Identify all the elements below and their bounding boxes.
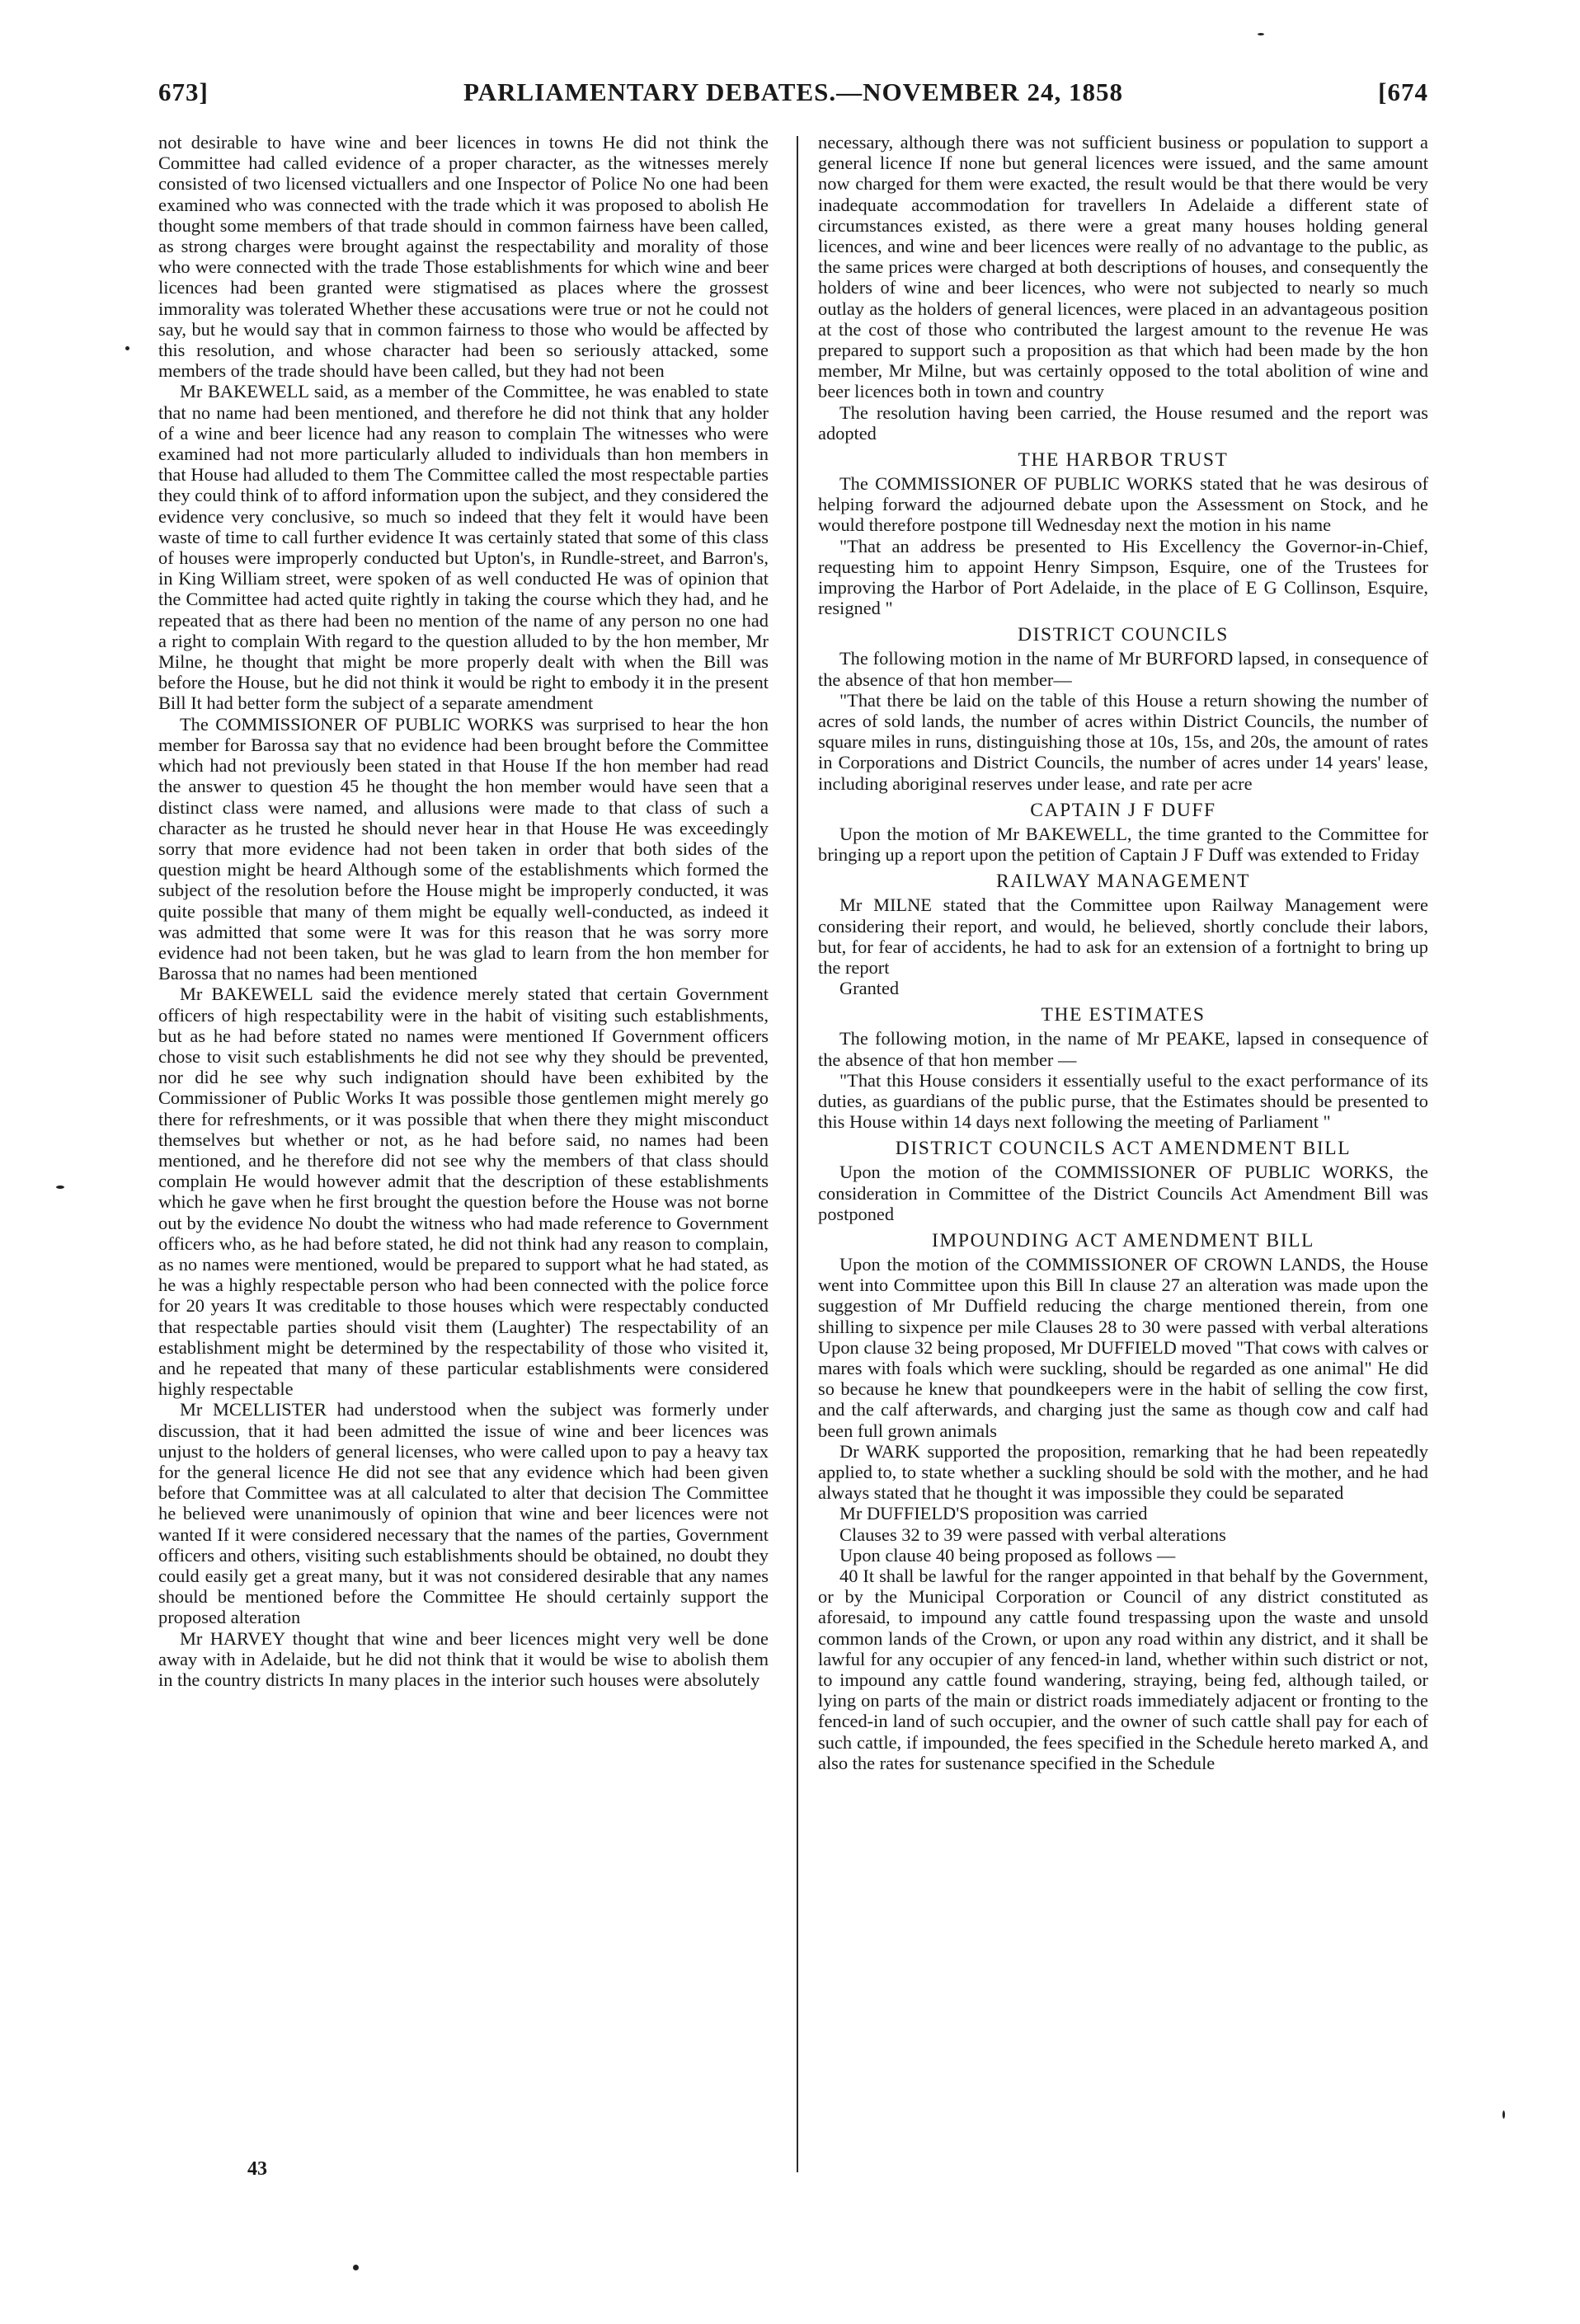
paragraph: Mr MILNE stated that the Committee upon Railway Management were considering their report, and would, he believed, shortly conclude their labors, but, for fear of accidents, he had to ask for an extension of a fortnight to bring up the report bbox=[818, 894, 1428, 978]
paragraph: 40 It shall be lawful for the ranger appointed in that behalf by the Government, or by the Municipal Corporation or Council of any district constituted as aforesaid, to impound any cattle found trespassing upon the waste and unsold common lands of the Crown, or upon any road within any district, and it shall be lawful for any occupier of any fenced-in land, whether within such district or not, to impound any cattle found wandering, straying, being fed, although tailed, or lying on parts of the main or district roads immediately adjacent or fronting to the fenced-in land of such occupier, and the owner of such cattle shall pay for each of such cattle, if impounded, the fees specified in the Schedule hereto marked A, and also the rates for sustenance specified in the Schedule bbox=[818, 1565, 1428, 1773]
paragraph: Mr BAKEWELL said, as a member of the Committee, he was enabled to state that no name had been mentioned, and therefore he did not think that any holder of a wine and beer licence had any reason to complain The witnesses who were examined had not more particularly alluded to individuals than hon members in that House had alluded to them The Committee called the most respectable parties they could think of to afford information upon the subject, and they considered the evidence very conclusive, so much so indeed that they felt it would have been waste of time to call further evidence It was certainly stated that some of this class of houses were improperly conducted but Upton's, in Rundle-street, and Barron's, in King William street, were spoken of as well conducted He was of opinion that the Committee had acted quite rightly in taking the course which they had, and he repeated that as there had been no mention of the name of any person no one had a right to complain With regard to the question alluded to by the hon member, Mr Milne, he thought that might be more properly dealt with when the Bill was before the House, but he did not think it would be right to embody it in the present Bill It had better form the subject of a separate amendment bbox=[158, 381, 769, 714]
page-folio: 43 bbox=[247, 2158, 267, 2180]
running-header bbox=[158, 77, 1428, 115]
paragraph: The following motion in the name of Mr BURFORD lapsed, in consequence of the absence of that hon member— bbox=[818, 648, 1428, 690]
section-heading: DISTRICT COUNCILS bbox=[1018, 624, 1229, 646]
paragraph: Upon the motion of the COMMISSIONER OF CROWN LANDS, the House went into Committee upon this Bill In clause 27 an alteration was made upon the suggestion of Mr Duffield reducing the charge mentioned therein, from one shilling to sixpence per mile Clauses 28 to 30 were passed with verbal alterations Upon clause 32 being proposed, Mr DUFFIELD moved "That cows with calves or mares with foals which were suckling, should be regarded as one animal" He did so because he knew that poundkeepers were in the habit of selling the cow first, and the calf afterwards, and charging just the same as though cow and calf had been full grown animals bbox=[818, 1253, 1428, 1441]
section-heading: IMPOUNDING ACT AMENDMENT BILL bbox=[932, 1229, 1314, 1251]
scan-speck bbox=[353, 2265, 359, 2270]
section-heading: DISTRICT COUNCILS ACT AMENDMENT BILL bbox=[895, 1138, 1352, 1160]
paragraph: Upon the motion of Mr BAKEWELL, the time granted to the Committee for bringing up a report upon the petition of Captain J F Duff was extended to Friday bbox=[818, 823, 1428, 866]
paragraph: Upon clause 40 being proposed as follows — bbox=[839, 1544, 1176, 1566]
scan-speck bbox=[1502, 2110, 1505, 2119]
paragraph: Clauses 32 to 39 were passed with verbal alterations bbox=[839, 1524, 1226, 1545]
paragraph: "That this House considers it essentially useful to the exact performance of its duties, as guardians of the public purse, that the Estimates should be presented to this House within 14 days next following the meeting of Parliament " bbox=[818, 1069, 1428, 1133]
paragraph: Granted bbox=[839, 978, 900, 999]
section-heading: THE HARBOR TRUST bbox=[1018, 449, 1229, 472]
paragraph: "That an address be presented to His Excellency the Governor-in-Chief, requesting him to appoint Henry Simpson, Esquire, one of the Trustees for improving the Harbor of Port Adelaide, in the place of E G Collinson, Esquire, resigned " bbox=[818, 535, 1428, 619]
paragraph: The COMMISSIONER OF PUBLIC WORKS stated that he was desirous of helping forward the adjourned debate upon the Assessment on Stock, and he would therefore postpone till Wednesday next the motion in his name bbox=[818, 473, 1428, 536]
column-divider bbox=[797, 136, 798, 2172]
paragraph: Mr BAKEWELL said the evidence merely stated that certain Government officers of high respectability were in the habit of visiting such establishments, but as he had before stated no names were mentioned If Government officers chose to visit such establishments he did not see why they should be prevented, nor did he see why such indignation should have been exhibited by the Commissioner of Public Works It was possible those gentlemen might merely go there for refreshments, or it was possible that when there they might misconduct themselves but whether or not, as he had before said, no names had been mentioned, and he therefore did not see why the members of that class should complain He would however admit that the description of these establishments which he gave when he first brought the question before the House was not borne out by the evidence No doubt the witness who had made reference to Government officers who, as he had before stated, he did not think had any reason to complain, as no names were mentioned, would be prepared to support what he had stated, as he was a highly respectable person who had been connected with the police force for 20 years It was creditable to those houses which were respectably conducted that respectable parties should visit them (Laughter) The respectability of an establishment might be determined by the respectability of those who visited it, and he repeated that many of these particular establishments were considered highly respectable bbox=[158, 984, 769, 1400]
left-column bbox=[158, 132, 769, 2168]
paragraph: necessary, although there was not sufficient business or population to support a general licence If none but general licences were issued, and the same amount now charged for them were exacted, the result would be that there would be very inadequate accommodation for travellers In Adelaide a different state of circumstances existed, as there were a great many houses holding general licences, and wine and beer licences were really of no advantage to the public, as the same prices were charged at both descriptions of houses, and consequently the holders of wine and beer licences, who were not subjected to nearly so much outlay as the holders of general licences, were placed in an advantageous position at the cost of those who contributed the largest amount to the revenue He was prepared to support such a proposition as that which had been made by the hon member, Mr Milne, but was certainly opposed to the total abolition of wine and beer licences both in town and country bbox=[818, 132, 1428, 402]
column-number-left: 673] bbox=[158, 77, 209, 106]
section-heading: CAPTAIN J F DUFF bbox=[1030, 799, 1216, 821]
paragraph: Dr WARK supported the proposition, remarking that he had been repeatedly applied to, to state whether a suckling should be sold with the mother, and he had always stated that he thought it was impossible they could be separated bbox=[818, 1440, 1428, 1504]
section-heading: THE ESTIMATES bbox=[1041, 1004, 1206, 1026]
paragraph: Upon the motion of the COMMISSIONER OF PUBLIC WORKS, the consideration in Committee of the District Councils Act Amendment Bill was postponed bbox=[818, 1162, 1428, 1224]
page-title: PARLIAMENTARY DEBATES.—NOVEMBER 24, 1858 bbox=[463, 77, 1123, 106]
paragraph: Mr HARVEY thought that wine and beer licences might very well be done away with in Adelaide, but he did not think that it would be wise to abolish them in the country districts In many places in the interior such houses were absolutely bbox=[158, 1627, 769, 1691]
paragraph: Mr DUFFIELD'S proposition was carried bbox=[839, 1503, 1148, 1524]
paragraph: The resolution having been carried, the House resumed and the report was adopted bbox=[818, 401, 1428, 444]
paragraph: not desirable to have wine and beer licences in towns He did not think the Committee had called evidence of a proper character, as the witnesses merely consisted of two licensed victuallers and one Inspector of Police No one had been examined who was connected with the trade which it was proposed to abolish He thought some members of that trade should in common fairness have been called, as strong charges were brought against the respectability and morality of those who were connected with the trade Those establishments for which wine and beer licences had been granted were stigmatised as places where the grossest immorality was tolerated Whether these accusations were true or not he could not say, but he would say that in common fairness to those who would be affected by this resolution, and whose character had been so seriously attacked, some members of the trade should have been called, but they had not been bbox=[158, 132, 769, 382]
paragraph: The following motion, in the name of Mr PEAKE, lapsed in consequence of the absence of that hon member — bbox=[818, 1028, 1428, 1070]
paragraph: "That there be laid on the table of this House a return showing the number of acres of sold lands, the number of acres within District Councils, the number of square miles in runs, distinguishing those at 10s, 15s, and 20s, the amount of rates in Corporations and District Councils, the number of acres under 14 years' lease, including aboriginal reserves under lease, and rate per acre bbox=[818, 689, 1428, 794]
scan-speck bbox=[125, 346, 129, 350]
section-heading: RAILWAY MANAGEMENT bbox=[996, 871, 1250, 893]
scan-speck bbox=[56, 1185, 64, 1189]
paragraph: The COMMISSIONER OF PUBLIC WORKS was surprised to hear the hon member for Barossa say that no evidence had been brought before the Committee which had not previously been stated in that House If the hon member had read the answer to question 45 he thought the hon member would have seen that a distinct class were named, and allusions were made to that class of such a character as he trusted he should never hear in that House He was exceedingly sorry that more evidence had not been taken in order that both sides of the question might be heard Although some of the establishments which formed the subject of the resolution before the House might be improperly conducted, it was quite possible that many of them might be equally well-conducted, as indeed it was admitted that some were It was for this reason that he was sorry more evidence had not been taken, but he was glad to learn from the hon member for Barossa that no names had been mentioned bbox=[158, 713, 769, 984]
scan-speck bbox=[1258, 33, 1264, 35]
paragraph: Mr MCELLISTER had understood when the subject was formerly under discussion, that it had been admitted the issue of wine and beer licences was unjust to the holders of general licenses, who were called upon to pay a heavy tax for the general licence He did not see that any evidence which had been given before that Committee was at all calculated to alter that decision The Committee he believed were unanimously of opinion that wine and beer licences were not wanted If it were considered necessary that the names of the parties, Government officers and others, visiting such establishments should be obtained, no doubt they could easily get a great many, but it was not considered desirable that any names should be mentioned before the Committee He should certainly support the proposed alteration bbox=[158, 1399, 769, 1628]
right-column bbox=[818, 132, 1428, 2168]
column-number-right: [674 bbox=[1378, 77, 1428, 106]
